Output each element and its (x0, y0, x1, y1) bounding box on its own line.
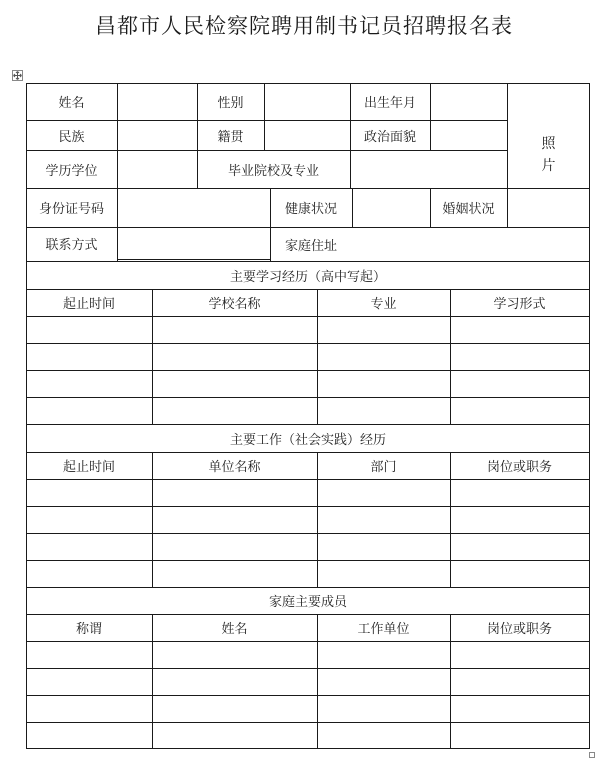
family-col-name: 姓名 (221, 622, 248, 637)
name-label: 姓名 (58, 96, 85, 111)
marital-value-cell[interactable] (508, 188, 589, 227)
contact-value-cell[interactable] (118, 227, 270, 259)
birth-value-cell[interactable] (431, 83, 507, 120)
family-section-heading: 家庭主要成员 (268, 595, 347, 610)
name-value-cell[interactable] (118, 83, 197, 120)
study-col-period: 起止时间 (62, 297, 115, 312)
id-number-label: 身份证号码 (38, 202, 104, 217)
work-col-position: 岗位或职务 (486, 460, 552, 475)
study-col-school: 学校名称 (208, 297, 261, 312)
school-major-value-cell[interactable] (351, 150, 507, 188)
table-resize-handle[interactable] (589, 752, 595, 758)
family-col-position: 岗位或职务 (486, 622, 552, 637)
study-col-major: 专业 (370, 297, 397, 312)
health-value-cell[interactable] (353, 188, 430, 227)
ethnicity-label: 民族 (58, 129, 85, 145)
form-title: 昌都市人民检察院聘用制书记员招聘报名表 (95, 14, 513, 38)
political-label: 政治面貌 (363, 129, 416, 145)
contact-label: 联系方式 (45, 237, 98, 253)
work-col-department: 部门 (370, 460, 397, 475)
native-place-label: 籍贯 (217, 129, 244, 145)
photo-label-1: 照 (541, 136, 556, 152)
school-major-label: 毕业院校及专业 (227, 163, 319, 179)
gender-label: 性别 (217, 96, 244, 111)
id-number-value-cell[interactable] (118, 188, 270, 227)
family-col-employer: 工作单位 (357, 622, 410, 637)
table-move-handle-icon[interactable] (12, 70, 23, 81)
address-label: 家庭住址 (284, 238, 337, 254)
native-place-value-cell[interactable] (265, 120, 350, 150)
marital-label: 婚姻状况 (442, 202, 495, 217)
education-label: 学历学位 (45, 163, 98, 179)
address-value-cell[interactable] (353, 227, 589, 261)
study-col-mode: 学习形式 (493, 297, 546, 312)
work-col-period: 起止时间 (62, 460, 115, 475)
health-label: 健康状况 (284, 202, 337, 217)
work-section-heading: 主要工作（社会实践）经历 (229, 432, 386, 448)
study-section-heading: 主要学习经历（高中写起） (229, 269, 386, 285)
family-col-relation: 称谓 (75, 622, 102, 637)
gender-value-cell[interactable] (265, 83, 350, 120)
birth-label: 出生年月 (363, 96, 416, 111)
ethnicity-value-cell[interactable] (118, 120, 197, 150)
political-value-cell[interactable] (431, 120, 507, 150)
photo-label-2: 片 (541, 158, 556, 174)
work-col-employer: 单位名称 (208, 460, 261, 475)
education-value-cell[interactable] (118, 150, 197, 188)
